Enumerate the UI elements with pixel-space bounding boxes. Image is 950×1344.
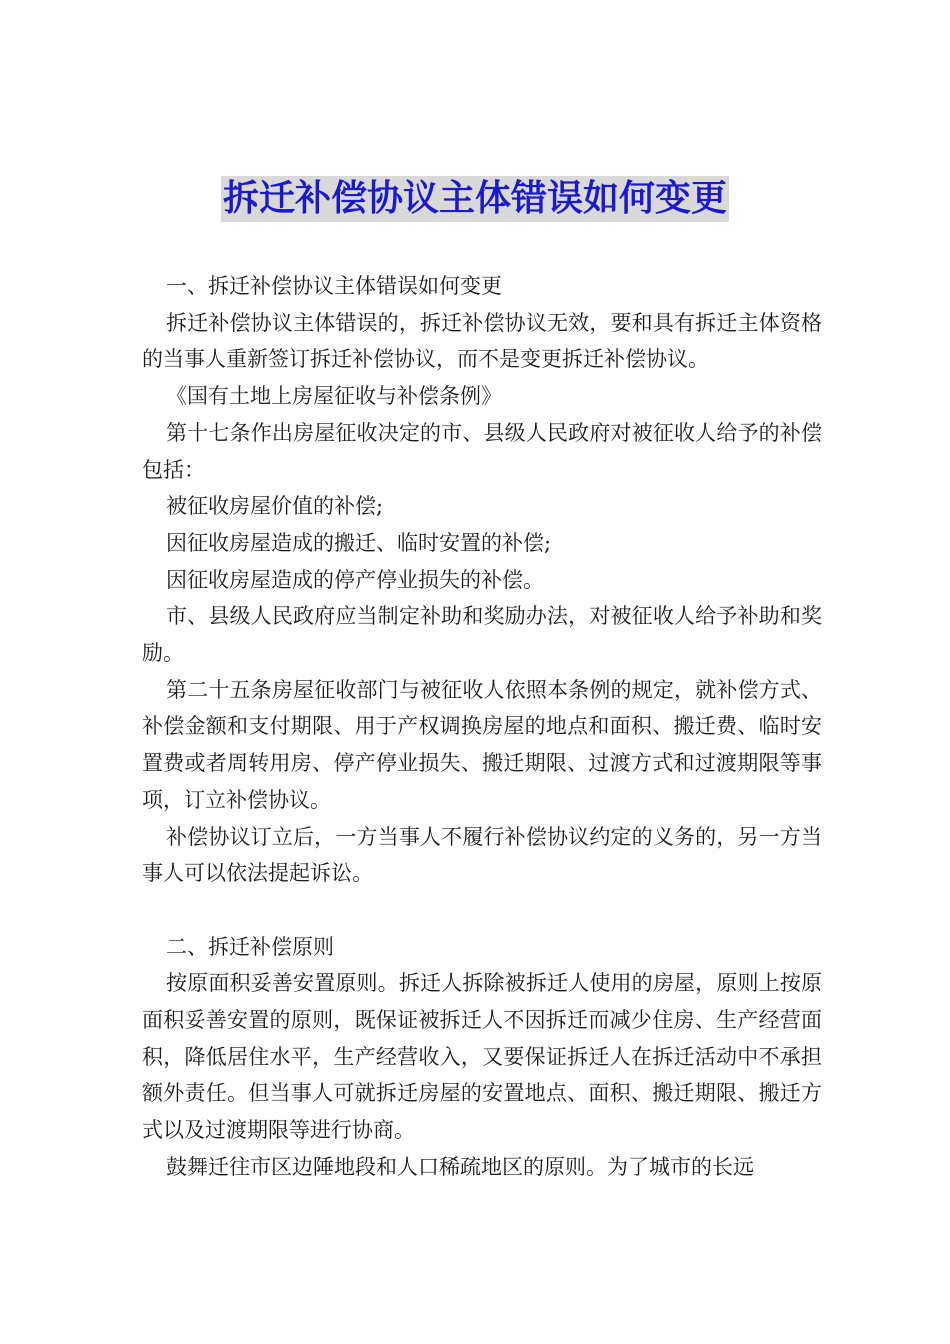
section-heading-1: 一、拆迁补偿协议主体错误如何变更 xyxy=(166,274,502,298)
regulation-title: 《国有土地上房屋征收与补偿条例》 xyxy=(166,384,502,409)
paragraph: 市、县级人民政府应当制定补助和奖励办法，对被征收人给予补助和奖励。 xyxy=(142,604,822,666)
article-25: 第二十五条房屋征收部门与被征收人依照本条例的规定，就补偿方式、补偿金额和支付期限、用于产权调换房屋的地点和面积、搬迁费、临时安置费或者周转用房、停产停业损失、搬迁期限、过渡方式和过渡期限等事项，订立补偿协议。 xyxy=(142,677,822,812)
section-heading-2: 二、拆迁补偿原则 xyxy=(166,934,334,959)
paragraph: 补偿协议订立后，一方当事人不履行补偿协议约定的义务的，另一方当事人可以依法提起诉讼。 xyxy=(142,824,822,886)
list-item: 被征收房屋价值的补偿; xyxy=(166,494,384,519)
blank-line xyxy=(142,892,822,929)
list-item: 因征收房屋造成的停产停业损失的补偿。 xyxy=(166,567,544,592)
paragraph: 拆迁补偿协议主体错误的，拆迁补偿协议无效，要和具有拆迁主体资格的当事人重新签订拆迁补偿协议，而不是变更拆迁补偿协议。 xyxy=(142,310,822,372)
document-title xyxy=(0,174,950,224)
list-item: 因征收房屋造成的搬迁、临时安置的补偿; xyxy=(166,530,552,555)
article-17: 第十七条作出房屋征收决定的市、县级人民政府对被征收人给予的补偿包括： xyxy=(142,420,822,482)
paragraph: 鼓舞迁往市区边陲地段和人口稀疏地区的原则。为了城市的长远 xyxy=(166,1154,754,1179)
document-body xyxy=(142,268,822,1186)
document-title-text: 拆迁补偿协议主体错误如何变更 xyxy=(221,176,729,222)
paragraph: 按原面积妥善安置原则。拆迁人拆除被拆迁人使用的房屋，原则上按原面积妥善安置的原则，既保证被拆迁人不因拆迁而减少住房、生产经营面积，降低居住水平，生产经营收入，又要保证拆迁人在拆迁活动中不承担额外责任。但当事人可就拆迁房屋的安置地点、面积、搬迁期限、搬迁方式以及过渡期限等进行协商。 xyxy=(142,971,822,1143)
